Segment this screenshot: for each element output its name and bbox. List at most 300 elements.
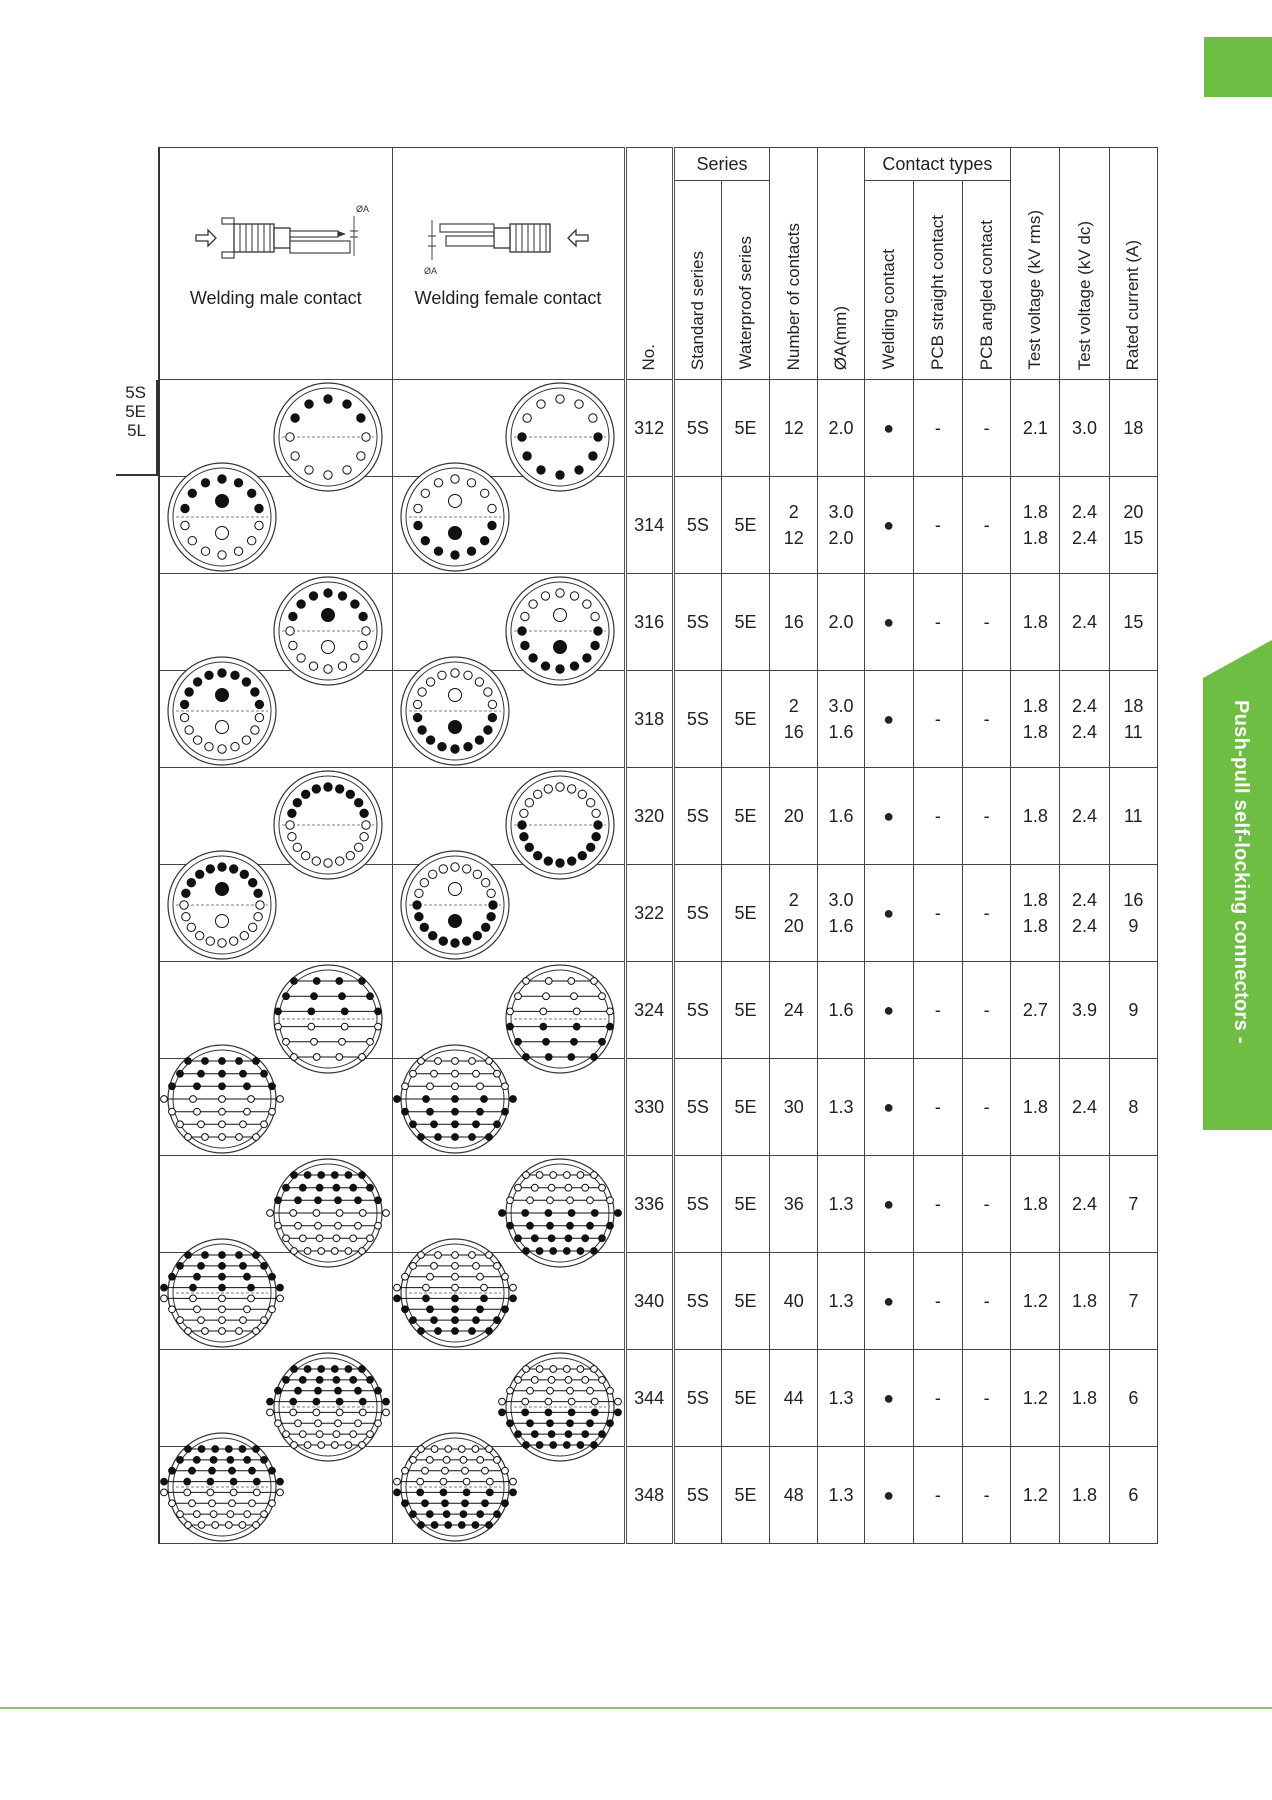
male-insert-face-icon [166,1237,278,1349]
cell-waterproof-series [721,1059,769,1156]
cell-standard-series [673,865,721,962]
phi-a-label-male: ØA [355,204,369,214]
male-insert-face-icon [166,1043,278,1155]
cell-test-voltage-rms-value: 1.2 [1022,1387,1048,1408]
cell-test-voltage-dc [1060,1447,1109,1544]
cell-diameter-value: 1.3 [828,1096,854,1117]
cell-waterproof-series [721,1350,769,1447]
cell-pcb-angled-value: - [983,805,990,826]
col-header-test-voltage-rms: Test voltage (kV rms) [1011,148,1060,380]
cell-diameter-value: 3.0 [828,696,854,716]
cell-test-voltage-dc [1060,671,1109,768]
cell-no [625,477,673,574]
cell-rated-current [1109,1253,1157,1350]
cell-pcb-angled [963,1350,1011,1447]
cell-no [625,1059,673,1156]
cell-test-voltage-dc [1060,380,1109,477]
cell-diameter [818,768,864,865]
cell-pcb-straight [913,380,962,477]
cell-pcb-angled [963,380,1011,477]
cell-number-of-contacts-value: 30 [783,1096,804,1117]
cell-pcb-straight [913,671,962,768]
cell-test-voltage-dc [1060,1350,1109,1447]
cell-diameter-value: 3.0 [828,502,854,522]
cell-standard-series-value: 5S [686,902,709,923]
table-row [159,1253,1158,1350]
female-face-cell [392,671,625,768]
cell-no [625,671,673,768]
cell-pcb-straight [913,1447,962,1544]
cell-test-voltage-rms-value: 1.8 [1022,528,1048,548]
series-tag-5e: 5E [125,402,146,421]
male-header [159,148,392,380]
cell-number-of-contacts-value: 44 [783,1387,804,1408]
cell-welding-contact [864,865,913,962]
cell-test-voltage-rms [1011,671,1060,768]
col-header-standard-series: Standard series [673,181,721,380]
cell-no-value: 318 [634,708,665,729]
cell-no-value: 344 [634,1387,665,1408]
cell-waterproof-series-value: 5E [734,514,757,535]
cell-rated-current [1109,962,1157,1059]
cell-test-voltage-dc [1060,477,1109,574]
cell-pcb-angled [963,1447,1011,1544]
cell-rated-current-value: 6 [1128,1484,1139,1505]
cell-test-voltage-dc-value: 2.4 [1072,805,1098,826]
cell-welding-contact [864,1253,913,1350]
cell-rated-current [1109,768,1157,865]
table-row [159,865,1158,962]
cell-number-of-contacts [770,1156,818,1253]
header-row-groups [159,148,1158,181]
cell-test-voltage-dc-value: 2.4 [1072,528,1098,548]
cell-test-voltage-rms [1011,768,1060,865]
cell-pcb-straight-value: - [934,708,941,729]
cell-welding-contact-value: ● [883,1096,895,1117]
cell-test-voltage-rms [1011,962,1060,1059]
cell-no [625,865,673,962]
cell-pcb-straight [913,1059,962,1156]
cell-test-voltage-rms [1011,1156,1060,1253]
cell-waterproof-series-value: 5E [734,999,757,1020]
cell-test-voltage-rms-value: 1.8 [1022,890,1048,910]
col-header-test-voltage-dc: Test voltage (kV dc) [1060,148,1109,380]
cell-standard-series-value: 5S [686,999,709,1020]
cell-number-of-contacts [770,477,818,574]
table-row [159,962,1158,1059]
cell-welding-contact [864,574,913,671]
cell-rated-current-value: 18 [1123,417,1144,438]
table-row [159,1156,1158,1253]
cell-diameter-value: 2.0 [828,417,854,438]
cell-pcb-angled-value: - [983,611,990,632]
female-insert-face-icon [399,1237,511,1349]
cell-pcb-straight [913,1156,962,1253]
cell-number-of-contacts-value: 16 [783,611,804,632]
cell-no-value: 314 [634,514,665,535]
cell-pcb-angled [963,671,1011,768]
table-body [159,380,1158,1544]
cell-test-voltage-dc [1060,574,1109,671]
male-face-cell [159,1059,392,1156]
cell-welding-contact [864,962,913,1059]
cell-rated-current-value: 8 [1128,1096,1139,1117]
female-face-cell [392,477,625,574]
cell-welding-contact-value: ● [883,1193,895,1214]
cell-no [625,1253,673,1350]
cell-test-voltage-dc-value: 1.8 [1072,1387,1098,1408]
cell-standard-series [673,962,721,1059]
cell-test-voltage-dc-value: 2.4 [1072,722,1098,742]
cell-welding-contact [864,477,913,574]
cell-waterproof-series [721,477,769,574]
cell-pcb-straight-value: - [934,514,941,535]
cell-standard-series-value: 5S [686,1193,709,1214]
cell-test-voltage-rms-value: 2.7 [1022,999,1048,1020]
male-insert-face-icon [166,461,278,573]
cell-welding-contact [864,768,913,865]
male-face-cell [159,1447,392,1544]
male-insert-face-icon [166,655,278,767]
table-row [159,671,1158,768]
cell-standard-series [673,477,721,574]
cell-number-of-contacts [770,671,818,768]
cell-rated-current [1109,865,1157,962]
cell-rated-current [1109,1350,1157,1447]
cell-diameter-value: 3.0 [828,890,854,910]
male-insert-face-icon [166,1431,278,1543]
cell-test-voltage-rms-value: 1.8 [1022,696,1048,716]
female-face-cell [392,1059,625,1156]
cell-test-voltage-dc-value: 2.4 [1072,502,1098,522]
cell-pcb-angled [963,1156,1011,1253]
cell-diameter-value: 1.6 [828,999,854,1020]
cell-standard-series-value: 5S [686,1387,709,1408]
female-insert-face-icon [399,655,511,767]
cell-diameter-value: 1.3 [828,1387,854,1408]
cell-pcb-angled-value: - [983,1096,990,1117]
cell-waterproof-series-value: 5E [734,1484,757,1505]
cell-waterproof-series-value: 5E [734,611,757,632]
cell-diameter [818,865,864,962]
cell-standard-series [673,671,721,768]
cell-pcb-angled-value: - [983,1193,990,1214]
cell-test-voltage-dc [1060,962,1109,1059]
cell-no [625,1156,673,1253]
group-header-contact-types: Contact types [864,148,1011,181]
cell-diameter [818,671,864,768]
cell-standard-series-value: 5S [686,1290,709,1311]
group-header-series: Series [673,148,769,181]
cell-test-voltage-dc-value: 2.4 [1072,611,1098,632]
cell-diameter [818,1350,864,1447]
cell-waterproof-series [721,1447,769,1544]
cell-waterproof-series-value: 5E [734,708,757,729]
cell-pcb-angled-value: - [983,902,990,923]
cell-test-voltage-dc-value: 2.4 [1072,890,1098,910]
table-row [159,768,1158,865]
female-insert-face-icon [399,1431,511,1543]
cell-waterproof-series-value: 5E [734,1290,757,1311]
cell-no-value: 312 [634,417,665,438]
cell-test-voltage-dc [1060,1253,1109,1350]
cell-waterproof-series [721,671,769,768]
cell-no [625,1350,673,1447]
cell-diameter [818,477,864,574]
cell-pcb-straight-value: - [934,1193,941,1214]
cell-diameter [818,962,864,1059]
cell-standard-series-value: 5S [686,514,709,535]
cell-standard-series [673,768,721,865]
cell-rated-current-value: 11 [1123,722,1143,742]
cell-pcb-straight-value: - [934,999,941,1020]
cell-test-voltage-rms-value: 1.8 [1022,611,1048,632]
cell-test-voltage-rms-value: 1.8 [1022,805,1048,826]
cell-waterproof-series [721,962,769,1059]
cell-no-value: 336 [634,1193,665,1214]
cell-test-voltage-rms-value: 1.2 [1022,1290,1048,1311]
col-header-number-of-contacts: Number of contacts [770,148,818,380]
cell-test-voltage-rms-value: 1.2 [1022,1484,1048,1505]
cell-pcb-angled [963,574,1011,671]
cell-number-of-contacts [770,574,818,671]
cell-rated-current-value: 9 [1128,916,1139,936]
cell-rated-current-value: 6 [1128,1387,1139,1408]
cell-standard-series [673,1350,721,1447]
cell-test-voltage-dc-value: 2.4 [1072,916,1098,936]
cell-test-voltage-rms-value: 1.8 [1022,1193,1048,1214]
cell-pcb-straight [913,1253,962,1350]
cell-pcb-straight-value: - [934,1484,941,1505]
cell-number-of-contacts-value: 2 [788,696,799,716]
cell-welding-contact [864,380,913,477]
cell-pcb-straight [913,865,962,962]
cell-standard-series-value: 5S [686,611,709,632]
cell-no-value: 320 [634,805,665,826]
cell-pcb-angled-value: - [983,999,990,1020]
cell-waterproof-series-value: 5E [734,417,757,438]
cell-welding-contact [864,671,913,768]
cell-waterproof-series-value: 5E [734,1387,757,1408]
female-contact-label: Welding female contact [414,288,602,308]
cell-test-voltage-rms-value: 1.8 [1022,722,1048,742]
cell-rated-current [1109,671,1157,768]
cell-pcb-straight [913,768,962,865]
cell-standard-series-value: 5S [686,417,709,438]
cell-test-voltage-rms [1011,477,1060,574]
male-insert-face-icon [166,849,278,961]
cell-diameter-value: 2.0 [828,611,854,632]
cell-test-voltage-dc [1060,865,1109,962]
cell-rated-current [1109,574,1157,671]
cell-number-of-contacts-value: 24 [783,999,804,1020]
cell-diameter [818,1059,864,1156]
col-header-diameter: ØA(mm) [818,148,864,380]
cell-number-of-contacts-value: 2 [788,502,799,522]
cell-number-of-contacts-value: 36 [783,1193,804,1214]
cell-pcb-straight-value: - [934,805,941,826]
cell-pcb-straight-value: - [934,1096,941,1117]
cell-number-of-contacts [770,380,818,477]
cell-pcb-angled-value: - [983,514,990,535]
cell-number-of-contacts-value: 2 [788,890,799,910]
cell-no-value: 324 [634,999,665,1020]
cell-pcb-angled [963,1059,1011,1156]
cell-test-voltage-dc-value: 2.4 [1072,696,1098,716]
cell-diameter [818,380,864,477]
cell-rated-current-value: 15 [1123,528,1144,548]
cell-diameter-value: 1.3 [828,1484,854,1505]
cell-pcb-straight [913,477,962,574]
cell-no-value: 340 [634,1290,665,1311]
cell-pcb-angled [963,962,1011,1059]
cell-test-voltage-rms [1011,1350,1060,1447]
cell-standard-series-value: 5S [686,1484,709,1505]
col-header-welding-contact: Welding contact [864,181,913,380]
cell-test-voltage-dc-value: 1.8 [1072,1290,1098,1311]
male-contact-drawing-icon [186,198,369,278]
cell-pcb-angled [963,768,1011,865]
cell-test-voltage-dc-value: 2.4 [1072,1193,1098,1214]
table-row [159,1447,1158,1544]
cell-standard-series-value: 5S [686,708,709,729]
cell-welding-contact-value: ● [883,708,895,729]
male-contact-label: Welding male contact [189,288,362,308]
cell-welding-contact-value: ● [883,902,895,923]
table-row [159,477,1158,574]
cell-number-of-contacts-value: 12 [783,417,804,438]
table-row [159,1350,1158,1447]
cell-pcb-straight-value: - [934,902,941,923]
cell-pcb-straight-value: - [934,1290,941,1311]
cell-test-voltage-rms-value: 1.8 [1022,916,1048,936]
cell-no [625,574,673,671]
phi-a-label-female: ØA [424,266,438,276]
cell-welding-contact-value: ● [883,805,895,826]
cell-waterproof-series-value: 5E [734,902,757,923]
cell-standard-series-value: 5S [686,1096,709,1117]
cell-diameter [818,1156,864,1253]
cell-rated-current-value: 20 [1123,502,1144,522]
cell-number-of-contacts-value: 20 [783,916,804,936]
cell-pcb-angled [963,865,1011,962]
cell-number-of-contacts [770,1059,818,1156]
cell-pcb-angled-value: - [983,708,990,729]
cell-rated-current-value: 18 [1123,696,1144,716]
cell-rated-current-value: 16 [1123,890,1144,910]
cell-number-of-contacts-value: 20 [783,805,804,826]
cell-diameter-value: 1.6 [828,722,854,742]
cell-test-voltage-rms [1011,1447,1060,1544]
cell-waterproof-series [721,574,769,671]
cell-waterproof-series [721,1253,769,1350]
cell-rated-current [1109,477,1157,574]
cell-welding-contact-value: ● [883,1290,895,1311]
cell-number-of-contacts [770,865,818,962]
cell-rated-current-value: 7 [1128,1193,1139,1214]
cell-waterproof-series-value: 5E [734,805,757,826]
cell-welding-contact-value: ● [883,1484,895,1505]
cell-diameter [818,1253,864,1350]
cell-diameter-value: 1.6 [828,916,854,936]
cell-welding-contact [864,1447,913,1544]
male-face-cell [159,477,392,574]
cell-test-voltage-rms [1011,380,1060,477]
cell-standard-series [673,1059,721,1156]
cell-waterproof-series [721,768,769,865]
cell-diameter-value: 1.3 [828,1193,854,1214]
cell-number-of-contacts [770,1253,818,1350]
cell-diameter-value: 2.0 [828,528,854,548]
table-row [159,1059,1158,1156]
cell-number-of-contacts-value: 48 [783,1484,804,1505]
cell-rated-current-value: 15 [1123,611,1144,632]
connector-spec-table [158,147,1158,1544]
cell-standard-series [673,1253,721,1350]
table-row [159,380,1158,477]
cell-test-voltage-rms-value: 1.8 [1022,1096,1048,1117]
cell-number-of-contacts [770,1447,818,1544]
cell-no-value: 322 [634,902,665,923]
cell-no [625,1447,673,1544]
cell-no [625,768,673,865]
cell-number-of-contacts [770,768,818,865]
cell-waterproof-series [721,380,769,477]
female-contact-drawing-icon [418,198,598,278]
col-header-waterproof-series: Waterproof series [721,181,769,380]
cell-number-of-contacts-value: 40 [783,1290,804,1311]
cell-rated-current-value: 11 [1123,805,1143,826]
series-tag-5l: 5L [127,421,146,440]
cell-diameter-value: 1.6 [828,805,854,826]
female-header [392,148,625,380]
cell-waterproof-series [721,1156,769,1253]
cell-pcb-straight [913,1350,962,1447]
cell-rated-current-value: 9 [1128,999,1139,1020]
series-tag-5s: 5S [125,383,146,402]
female-insert-face-icon [399,461,511,573]
cell-test-voltage-dc-value: 3.9 [1072,999,1098,1020]
cell-rated-current [1109,1156,1157,1253]
cell-number-of-contacts-value: 16 [783,722,804,742]
cell-pcb-angled-value: - [983,417,990,438]
cell-test-voltage-rms-value: 1.8 [1022,502,1048,522]
cell-pcb-straight-value: - [934,417,941,438]
cell-no-value: 348 [634,1484,665,1505]
side-tab-label: Push-pull self-locking connectors - [1230,700,1252,1044]
cell-standard-series-value: 5S [686,805,709,826]
female-face-cell [392,1253,625,1350]
top-color-tab [1204,37,1272,97]
cell-diameter-value: 1.3 [828,1290,854,1311]
col-header-pcb-angled: PCB angled contact [963,181,1011,380]
cell-pcb-straight [913,574,962,671]
cell-rated-current [1109,1059,1157,1156]
cell-test-voltage-dc [1060,1059,1109,1156]
footer-rule [0,1707,1272,1709]
cell-rated-current-value: 7 [1128,1290,1139,1311]
cell-welding-contact-value: ● [883,999,895,1020]
cell-number-of-contacts [770,1350,818,1447]
col-header-no: No. [625,148,673,380]
cell-no-value: 316 [634,611,665,632]
cell-pcb-angled-value: - [983,1484,990,1505]
female-insert-face-icon [399,1043,511,1155]
cell-test-voltage-rms [1011,1253,1060,1350]
cell-test-voltage-rms [1011,1059,1060,1156]
cell-test-voltage-dc [1060,768,1109,865]
cell-waterproof-series-value: 5E [734,1193,757,1214]
